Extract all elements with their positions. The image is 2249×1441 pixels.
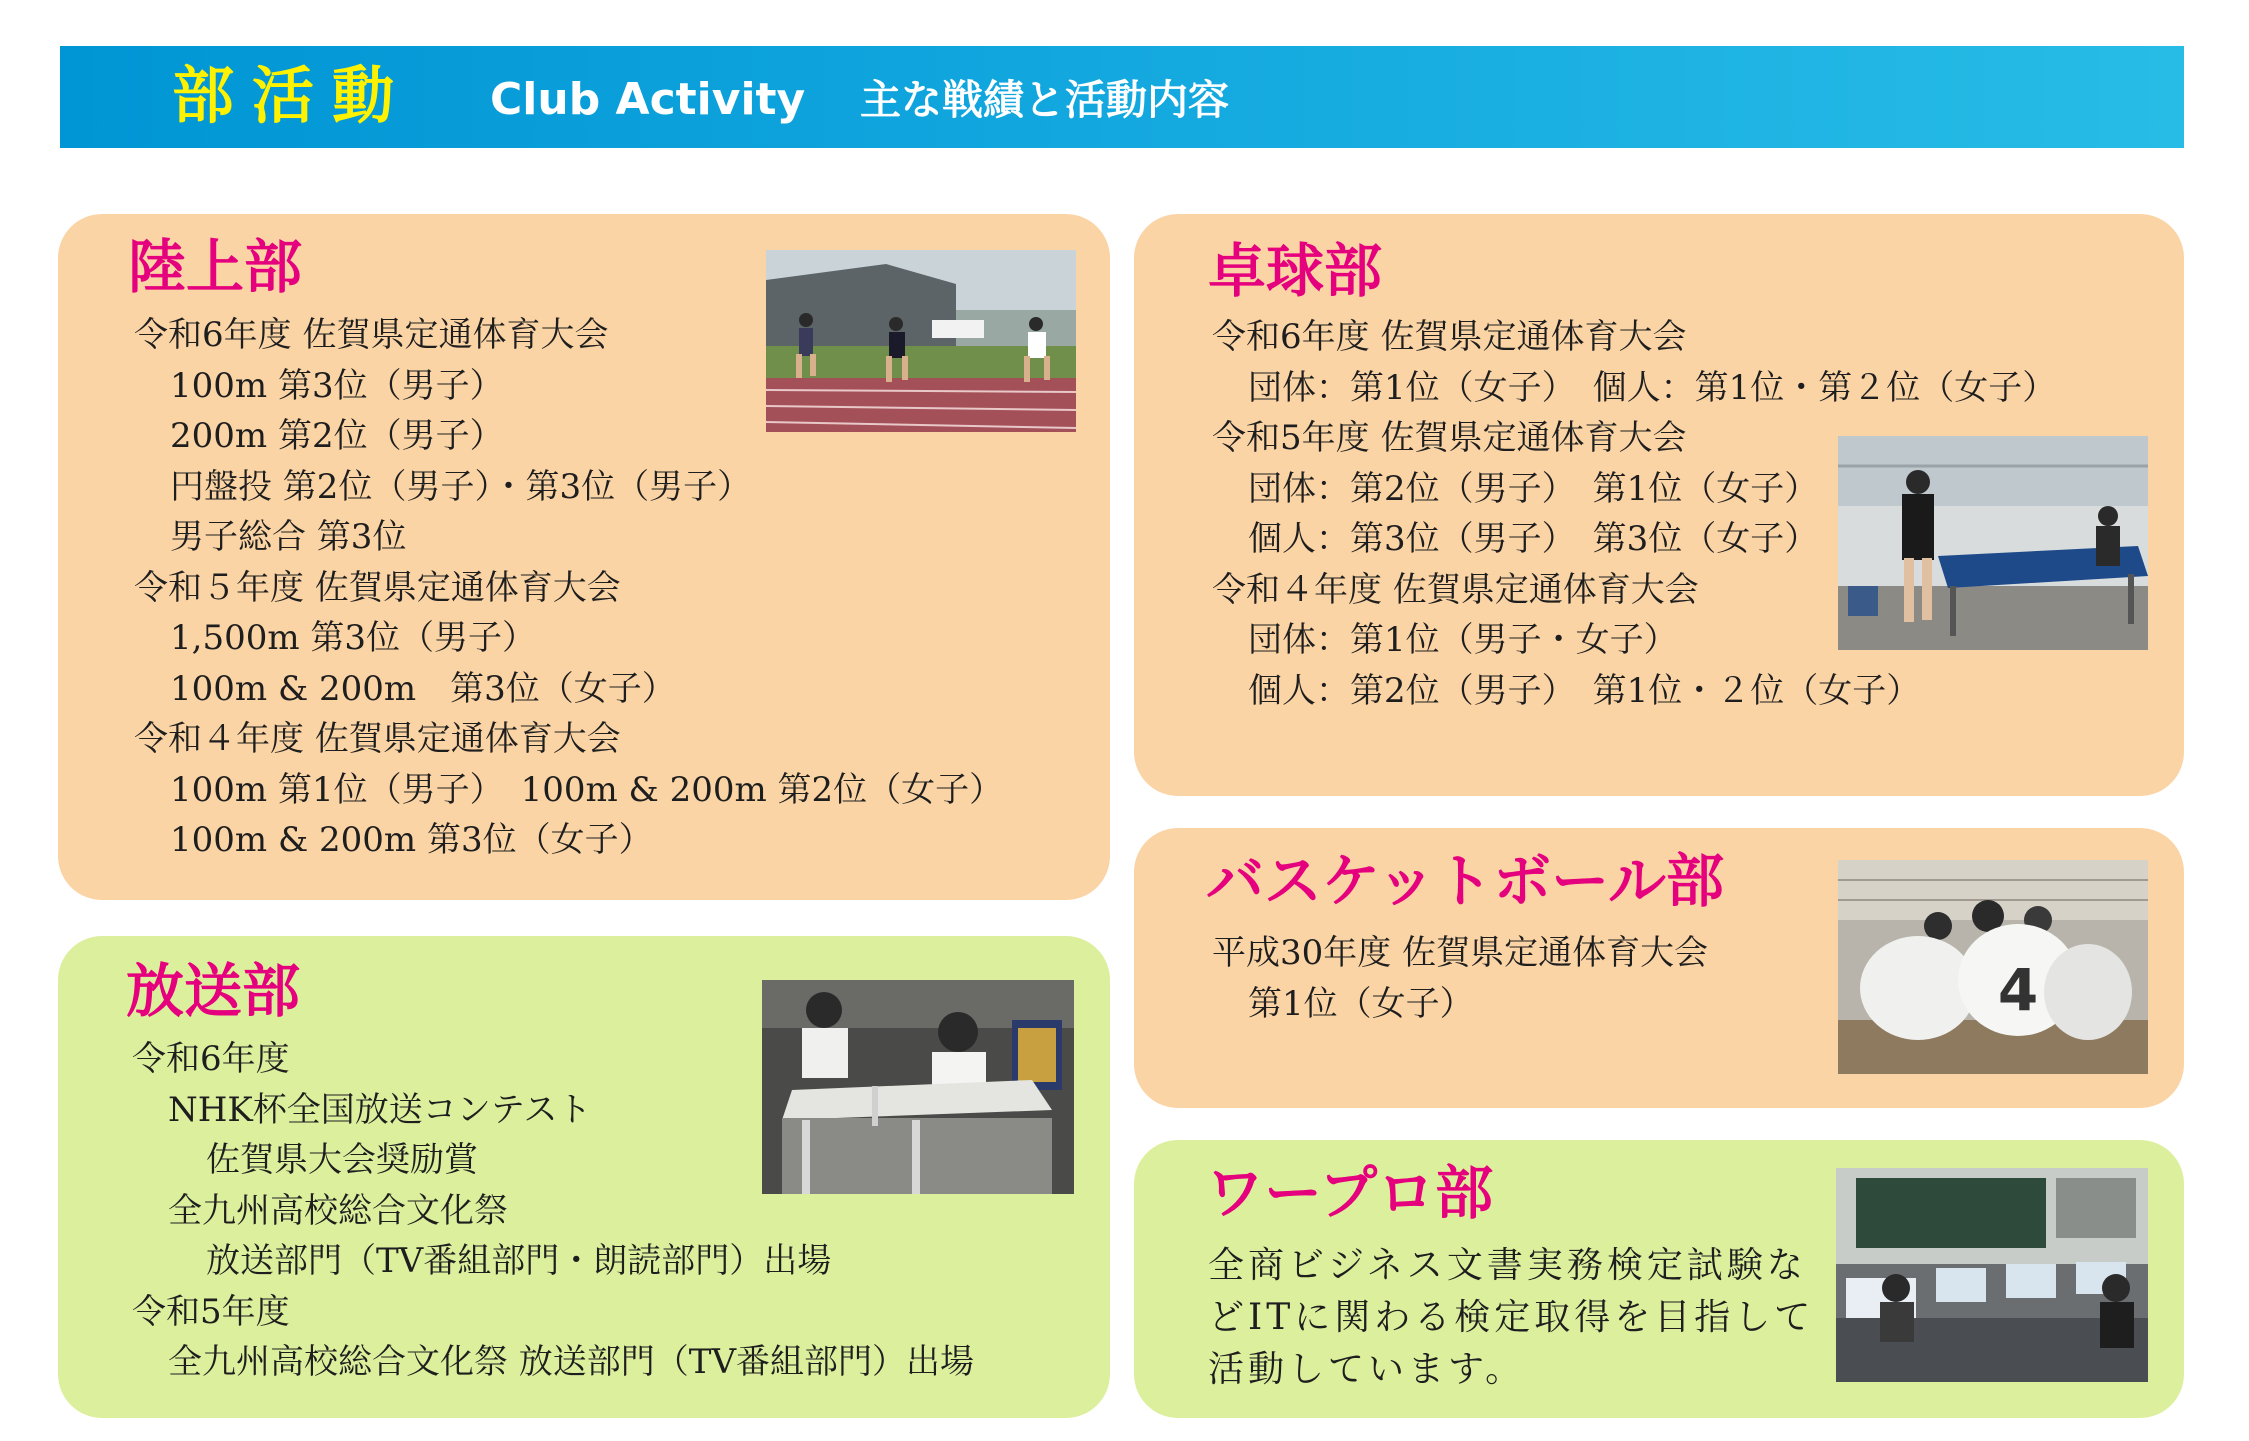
result-line: 令和４年度 佐賀県定通体育大会 — [1212, 569, 1699, 610]
result-line: 団体：第1位（男子・女子） — [1248, 620, 1678, 660]
description-line: どITに関わる検定取得を目指して — [1208, 1297, 1815, 1338]
track-club-panel — [58, 214, 1110, 900]
basketball-club-title: バスケットボール部 — [1206, 847, 1724, 915]
result-line: 全九州高校総合文化祭 放送部門（TV番組部門）出場 — [168, 1342, 975, 1382]
result-line: 200m 第2位（男子） — [170, 416, 504, 456]
result-line: 令和４年度 佐賀県定通体育大会 — [134, 719, 621, 759]
result-line: 100m & 200m 第3位（女子） — [170, 820, 653, 860]
result-line: NHK杯全国放送コンテスト — [168, 1089, 592, 1130]
page-title: 部活動 — [172, 59, 413, 132]
result-line: 佐賀県大会奨励賞 — [206, 1140, 478, 1180]
jersey-number: 4 — [1997, 956, 2039, 1024]
wordpro-club-description — [1208, 1240, 1814, 1396]
tabletennis-club-panel — [1134, 214, 2184, 796]
track-club-title: 陸上部 — [128, 233, 303, 301]
page-title-english: Club Activity — [490, 74, 806, 125]
result-line: 1,500m 第3位（男子） — [170, 618, 537, 658]
tabletennis-club-photo — [1838, 436, 2148, 650]
result-line: 平成30年度 佐賀県定通体育大会 — [1212, 933, 1709, 973]
result-line: 団体：第2位（男子） 第1位（女子） — [1248, 468, 1819, 509]
result-line: 令和6年度 佐賀県定通体育大会 — [1212, 317, 1687, 357]
result-line: 男子総合 第3位 — [170, 517, 407, 557]
result-line: 放送部門（TV番組部門・朗読部門）出場 — [206, 1241, 832, 1281]
basketball-club-results — [1212, 928, 1708, 1029]
wordpro-club-panel — [1134, 1140, 2184, 1418]
result-line: 100m 第1位（男子） 100m & 200m 第2位（女子） — [170, 769, 1004, 810]
track-club-photo — [766, 250, 1076, 432]
broadcast-club-title: 放送部 — [126, 957, 301, 1025]
result-line: 個人：第3位（男子） 第3位（女子） — [1248, 519, 1819, 559]
wordpro-club-title: ワープロ部 — [1206, 1159, 1494, 1227]
result-line: 令和6年度 佐賀県定通体育大会 — [134, 315, 609, 355]
result-line: 円盤投 第2位（男子）・第3位（男子） — [170, 466, 752, 507]
result-line: 100m 第3位（男子） — [170, 365, 504, 406]
result-line: 第1位（女子） — [1248, 983, 1474, 1024]
result-line: 団体：第1位（女子） 個人：第1位・第２位（女子） — [1248, 367, 2057, 408]
result-line: 令和6年度 — [132, 1039, 290, 1079]
broadcast-club-panel — [58, 936, 1110, 1418]
basketball-club-photo — [1838, 860, 2148, 1074]
header-bar — [60, 46, 2184, 148]
description-line: 活動しています。 — [1208, 1349, 1526, 1390]
description-line: 全商ビジネス文書実務検定試験な — [1208, 1245, 1807, 1286]
result-line: 令和５年度 佐賀県定通体育大会 — [134, 567, 621, 608]
page-subtitle: 主な戦績と活動内容 — [860, 76, 1229, 124]
result-line: 個人：第2位（男子） 第1位・２位（女子） — [1248, 670, 1921, 711]
broadcast-club-photo — [762, 980, 1074, 1194]
wordpro-club-photo — [1836, 1168, 2148, 1382]
result-line: 全九州高校総合文化祭 — [168, 1190, 508, 1231]
result-line: 100m & 200m 第3位（女子） — [170, 668, 676, 709]
tabletennis-club-title: 卓球部 — [1208, 237, 1383, 305]
basketball-club-panel — [1134, 828, 2184, 1108]
result-line: 令和5年度 — [132, 1291, 290, 1332]
result-line: 令和5年度 佐賀県定通体育大会 — [1212, 418, 1687, 458]
